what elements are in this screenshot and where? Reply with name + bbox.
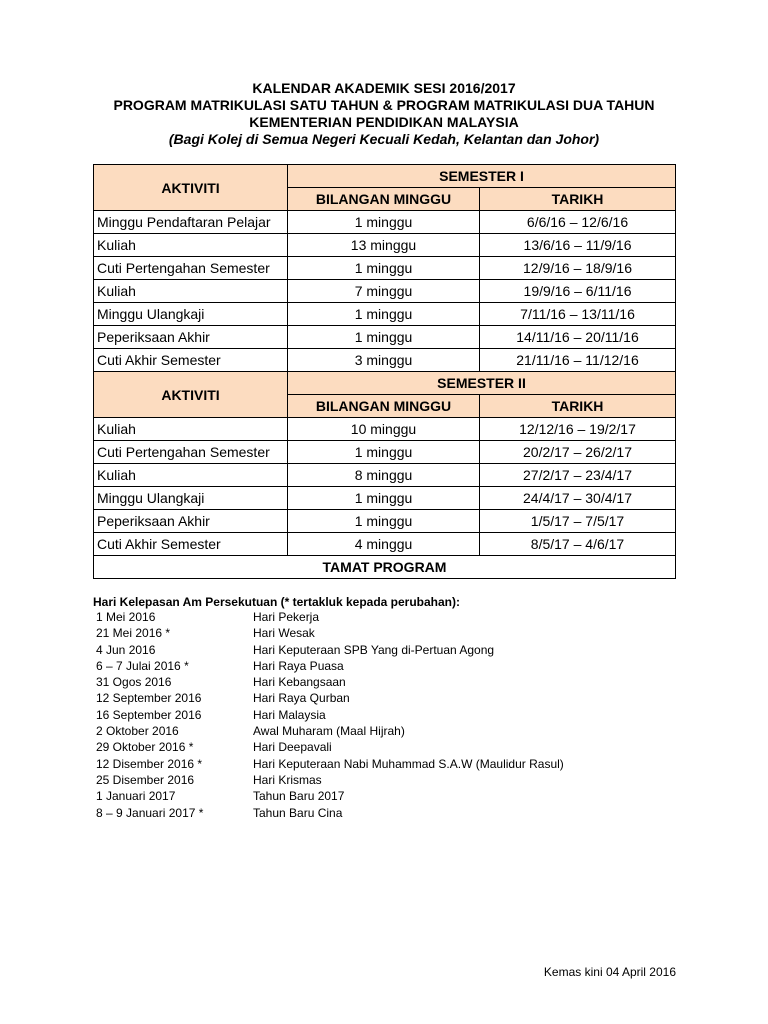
- list-item: [93, 609, 693, 625]
- activity-cell: Peperiksaan Akhir: [94, 326, 288, 349]
- activity-cell: Cuti Akhir Semester: [94, 533, 288, 556]
- holiday-date: 29 Oktober 2016 *: [96, 740, 194, 755]
- table-row: [94, 234, 676, 257]
- date-header: TARIKH: [480, 188, 676, 211]
- date-cell: 6/6/16 – 12/6/16: [480, 211, 676, 234]
- holiday-name: Tahun Baru 2017: [253, 789, 345, 804]
- list-item: [93, 658, 693, 674]
- holiday-date: 25 Disember 2016: [96, 772, 195, 787]
- date-cell: 8/5/17 – 4/6/17: [480, 533, 676, 556]
- table-row: [94, 211, 676, 234]
- activity-cell: Cuti Akhir Semester: [94, 349, 288, 372]
- weeks-cell: 1 minggu: [288, 303, 480, 326]
- table-row: [94, 510, 676, 533]
- list-item: [93, 642, 693, 658]
- holiday-date: 12 Disember 2016 *: [96, 756, 203, 771]
- activity-cell: Minggu Pendaftaran Pelajar: [94, 211, 288, 234]
- date-cell: 24/4/17 – 30/4/17: [480, 487, 676, 510]
- holiday-name: Hari Kebangsaan: [253, 675, 346, 690]
- activity-header: AKTIVITI: [94, 165, 288, 211]
- holiday-name: Hari Raya Puasa: [253, 658, 344, 673]
- list-item: [93, 690, 693, 706]
- scope-subtitle: (Bagi Kolej di Semua Negeri Kecuali Kedah, Kelantan dan Johor): [168, 131, 600, 147]
- holiday-name: Hari Krismas: [253, 772, 322, 787]
- holiday-name: Hari Deepavali: [253, 740, 332, 755]
- holiday-date: 2 Oktober 2016: [96, 724, 179, 739]
- date-cell: 27/2/17 – 23/4/17: [480, 464, 676, 487]
- weeks-cell: 1 minggu: [288, 326, 480, 349]
- date-cell: 20/2/17 – 26/2/17: [480, 441, 676, 464]
- date-cell: 12/12/16 – 19/2/17: [480, 418, 676, 441]
- holiday-date: 4 Jun 2016: [96, 642, 156, 657]
- date-cell: 7/11/16 – 13/11/16: [480, 303, 676, 326]
- activity-cell: Cuti Pertengahan Semester: [94, 257, 288, 280]
- date-cell: 12/9/16 – 18/9/16: [480, 257, 676, 280]
- academic-calendar-table: [93, 164, 676, 579]
- holiday-date: 1 Mei 2016: [96, 610, 156, 624]
- ministry-title: KEMENTERIAN PENDIDIKAN MALAYSIA: [249, 114, 519, 130]
- weeks-cell: 10 minggu: [288, 418, 480, 441]
- date-cell: 13/6/16 – 11/9/16: [480, 234, 676, 257]
- activity-cell: Kuliah: [94, 280, 288, 303]
- list-item: [93, 707, 693, 723]
- holiday-date: 21 Mei 2016 *: [96, 626, 171, 641]
- holiday-name: Hari Keputeraan Nabi Muhammad S.A.W (Maulidur Rasul): [253, 756, 564, 771]
- table-row: [94, 533, 676, 556]
- weeks-cell: 1 minggu: [288, 441, 480, 464]
- activity-cell: Cuti Pertengahan Semester: [94, 441, 288, 464]
- holiday-name: Hari Malaysia: [253, 707, 326, 722]
- date-cell: 14/11/16 – 20/11/16: [480, 326, 676, 349]
- list-item: [93, 723, 693, 739]
- weeks-cell: 1 minggu: [288, 487, 480, 510]
- weeks-cell: 7 minggu: [288, 280, 480, 303]
- page-header: [0, 80, 768, 148]
- table-row: [94, 349, 676, 372]
- activity-cell: Kuliah: [94, 418, 288, 441]
- list-item: [93, 625, 693, 641]
- activity-cell: Peperiksaan Akhir: [94, 510, 288, 533]
- page-title: KALENDAR AKADEMIK SESI 2016/2017: [252, 80, 516, 96]
- semester1-header-row: [94, 165, 676, 188]
- last-updated-note: Kemas kini 04 April 2016: [543, 965, 676, 979]
- table-row: [94, 418, 676, 441]
- weeks-cell: 4 minggu: [288, 533, 480, 556]
- date-cell: 19/9/16 – 6/11/16: [480, 280, 676, 303]
- holiday-date: 8 – 9 Januari 2017 *: [96, 805, 204, 820]
- holiday-date: 16 September 2016: [96, 707, 202, 722]
- weeks-cell: 13 minggu: [288, 234, 480, 257]
- weeks-cell: 1 minggu: [288, 211, 480, 234]
- table-row: [94, 464, 676, 487]
- table-row: [94, 326, 676, 349]
- activity-cell: Minggu Ulangkaji: [94, 487, 288, 510]
- holiday-date: 1 Januari 2017: [96, 789, 176, 804]
- list-item: [93, 788, 693, 804]
- list-item: [93, 739, 693, 755]
- date-cell: 1/5/17 – 7/5/17: [480, 510, 676, 533]
- weeks-header: BILANGAN MINGGU: [288, 395, 480, 418]
- holiday-name: Hari Pekerja: [253, 610, 320, 624]
- holidays-title: Hari Kelepasan Am Persekutuan (* tertakluk kepada perubahan):: [93, 595, 461, 609]
- holiday-name: Hari Keputeraan SPB Yang di-Pertuan Agong: [253, 642, 495, 657]
- activity-cell: Kuliah: [94, 234, 288, 257]
- list-item: [93, 805, 693, 821]
- weeks-header: BILANGAN MINGGU: [288, 188, 480, 211]
- holiday-name: Hari Wesak: [253, 626, 315, 641]
- table-row: [94, 303, 676, 326]
- holiday-name: Hari Raya Qurban: [253, 691, 350, 706]
- holiday-date: 12 September 2016: [96, 691, 202, 706]
- list-item: [93, 772, 693, 788]
- weeks-cell: 8 minggu: [288, 464, 480, 487]
- date-cell: 21/11/16 – 11/12/16: [480, 349, 676, 372]
- end-program-label: TAMAT PROGRAM: [94, 556, 676, 579]
- semester2-title: SEMESTER II: [288, 372, 676, 395]
- activity-cell: Kuliah: [94, 464, 288, 487]
- weeks-cell: 1 minggu: [288, 257, 480, 280]
- list-item: [93, 756, 693, 772]
- holiday-date: 31 Ogos 2016: [96, 675, 172, 690]
- table-row: [94, 257, 676, 280]
- table-row: [94, 441, 676, 464]
- program-title: PROGRAM MATRIKULASI SATU TAHUN & PROGRAM MATRIKULASI DUA TAHUN: [113, 97, 655, 113]
- list-item: [93, 674, 693, 690]
- semester1-title: SEMESTER I: [288, 165, 676, 188]
- table-row: [94, 487, 676, 510]
- holiday-name: Tahun Baru Cina: [253, 805, 343, 820]
- activity-cell: Minggu Ulangkaji: [94, 303, 288, 326]
- activity-header: AKTIVITI: [94, 372, 288, 418]
- date-header: TARIKH: [480, 395, 676, 418]
- holiday-date: 6 – 7 Julai 2016 *: [96, 658, 189, 673]
- table-row: [94, 280, 676, 303]
- semester2-header-row: [94, 372, 676, 395]
- holiday-name: Awal Muharam (Maal Hijrah): [253, 724, 405, 739]
- weeks-cell: 1 minggu: [288, 510, 480, 533]
- holidays-section: [93, 596, 693, 821]
- end-row: [94, 556, 676, 579]
- weeks-cell: 3 minggu: [288, 349, 480, 372]
